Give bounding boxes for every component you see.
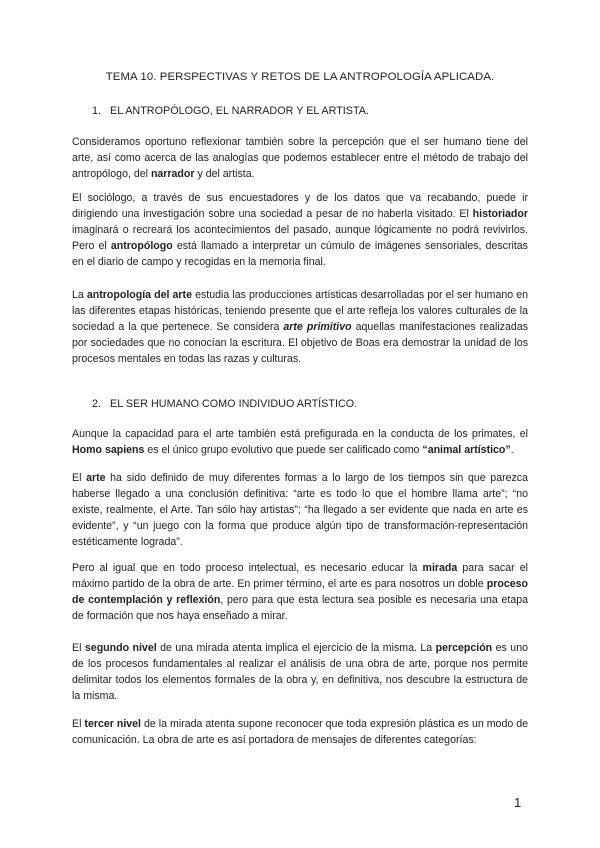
paragraph-6: Pero al igual que en todo proceso intelectual, es necesario educar la mirada para sacar el máximo partido de la obra de arte. En primer término, el arte es para nosotros un doble proceso de contemplación y reflexión, pero para que esta lectura sea posible es necesaria una etapa de formación que nos haya enseñado a mirar.: [72, 562, 528, 623]
page-number: 1: [514, 795, 522, 810]
document-title: TEMA 10. PERSPECTIVAS Y RETOS DE LA ANTROPOLOGÍA APLICADA.: [105, 71, 495, 83]
section-heading-2: [92, 398, 357, 410]
section-heading-1: [92, 105, 369, 117]
paragraph-8: El tercer nivel de la mirada atenta supone reconocer que toda expresión plástica es un modo de comunicación. La obra de arte es así portadora de mensajes de diferentes categorías:: [72, 718, 528, 747]
paragraph-3: La antropología del arte estudia las producciones artísticas desarrolladas por el ser humano en las diferentes etapas históricas, teniendo presente que el arte refleja los valores culturales de la sociedad a la que pertenece. Se considera arte primitivo aquellas manifestaciones realizadas por sociedades que no conocían la escritura. El objetivo de Boas era demostrar la unidad de los procesos mentales en todas las razas y culturas.: [72, 289, 528, 366]
section-number: 2.: [92, 398, 102, 410]
paragraph-7: El segundo nivel de una mirada atenta implica el ejercicio de la misma. La percepción es uno de los procesos fundamentales al realizar el análisis de una obra de arte, porque nos permite delimitar todos los elementos formales de la obra y, en definitiva, nos descubre la estructura de la misma.: [72, 642, 528, 703]
paragraph-5: El arte ha sido definido de muy diferentes formas a lo largo de los tiempos sin que parezca haberse llegado a una conclusión definitiva: “arte es todo lo que el hombre llama arte”; “no existe, realmente, el Arte. Tan sólo hay artistas”; “ha llegado a ser evidente que nada en arte es evidente”, y “un juego con la forma que produce algún tipo de transformación-representación estéticamente lograda”.: [72, 472, 528, 549]
section-title: EL SER HUMANO COMO INDIVIDUO ARTÍSTICO.: [110, 398, 358, 410]
paragraph-4: Aunque la capacidad para el arte también está prefigurada en la conducta de los primates, el Homo sapiens es el único grupo evolutivo que puede ser calificado como “animal artístico”.: [72, 428, 528, 457]
paragraph-1: Consideramos oportuno reflexionar también sobre la percepción que el ser humano tiene del arte, así como acerca de las analogías que podemos establecer entre el método de trabajo del antropólogo, del narrador y del artista.: [72, 136, 528, 181]
section-number: 1.: [92, 105, 102, 117]
section-title: EL ANTROPÓLOGO, EL NARRADOR Y EL ARTISTA.: [110, 105, 370, 117]
paragraph-2: El sociólogo, a través de sus encuestadores y de los datos que va recabando, puede ir dirigiendo una investigación sobre una sociedad a pesar de no haberla visitado. El historiador imaginará o recreará los acontecimientos del pasado, aunque lógicamente no podrá revivirlos. Pero el antropólogo está llamado a interpretar un cúmulo de imágenes sensoriales, descritas en el diario de campo y recogidas en la memoria final.: [72, 192, 528, 269]
